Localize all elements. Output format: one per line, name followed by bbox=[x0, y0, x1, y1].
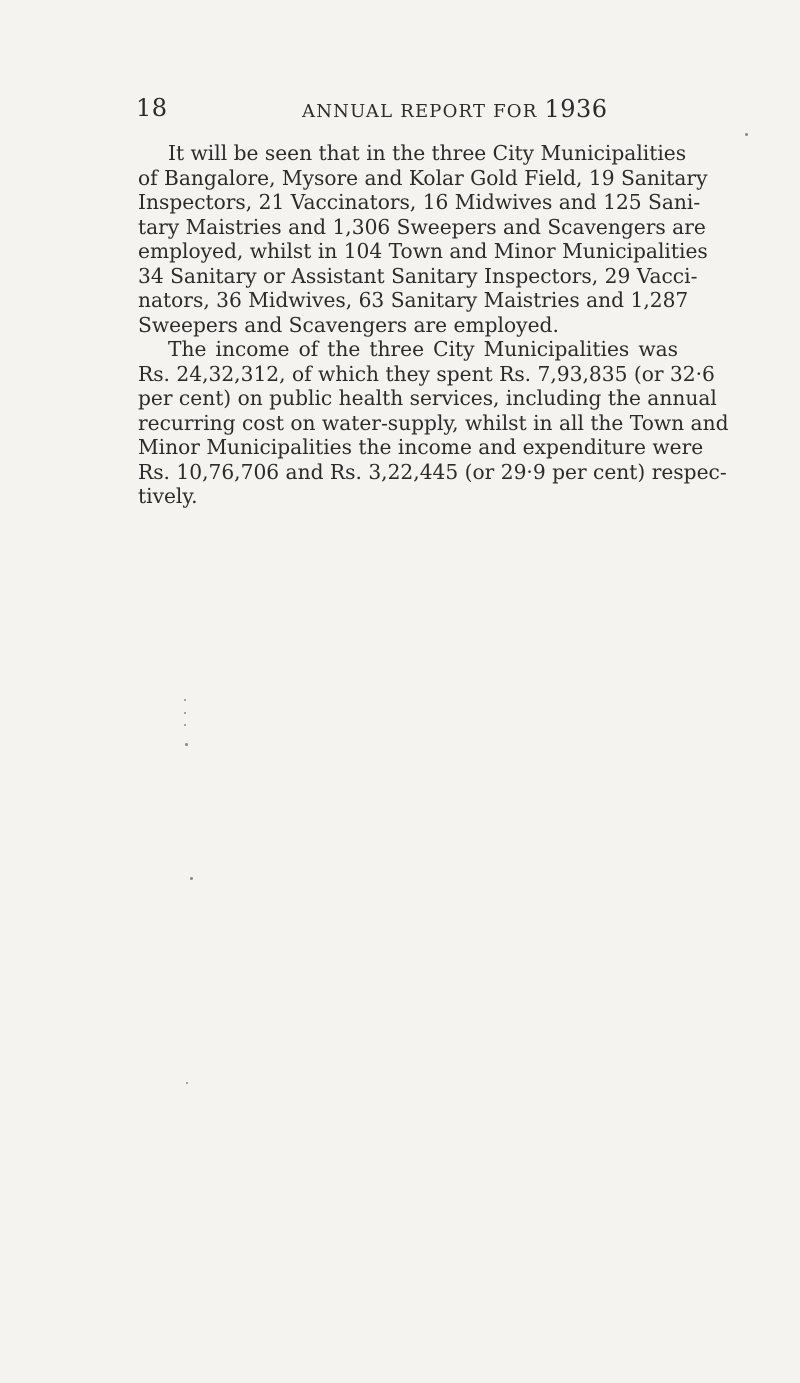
paragraph-line: Rs. 24,32,312, of which they spent Rs. 7,93,835 (or 32·6 bbox=[138, 361, 715, 386]
paragraph-1 bbox=[138, 141, 708, 337]
paragraph-line: Rs. 10,76,706 and Rs. 3,22,445 (or 29·9 per cent) respec- bbox=[138, 459, 727, 484]
paragraph-line: nators, 36 Midwives, 63 Sanitary Maistries and 1,287 bbox=[138, 288, 689, 312]
body-text bbox=[138, 141, 729, 509]
paper-speck bbox=[185, 743, 188, 746]
paper-speck bbox=[184, 699, 186, 701]
page-header bbox=[136, 93, 636, 127]
paragraph-line: It will be seen that in the three City Municipalities bbox=[168, 141, 687, 165]
paper-speck bbox=[186, 1082, 188, 1084]
paragraph-line: Inspectors, 21 Vaccinators, 16 Midwives and 125 Sani- bbox=[138, 190, 701, 214]
paper-speck bbox=[190, 877, 193, 880]
paper-speck bbox=[184, 724, 186, 726]
paragraph-line: tary Maistries and 1,306 Sweepers and Scavengers are bbox=[138, 214, 706, 239]
paragraph-line: tively. bbox=[138, 484, 198, 508]
page-number: 18 bbox=[136, 94, 168, 122]
paragraph-line: per cent) on public health services, including the annual bbox=[138, 386, 717, 410]
paragraph-line: recurring cost on water-supply, whilst in all the Town and bbox=[138, 410, 729, 435]
paragraph-line: The income of the three City Municipalities was bbox=[168, 337, 678, 361]
running-title-text: ANNUAL REPORT FOR bbox=[302, 101, 538, 122]
paragraph-2 bbox=[138, 337, 729, 509]
report-year: 1936 bbox=[544, 95, 608, 123]
running-title bbox=[302, 95, 608, 126]
paragraph-line: 34 Sanitary or Assistant Sanitary Inspectors, 29 Vacci- bbox=[138, 263, 698, 288]
paragraph-line: of Bangalore, Mysore and Kolar Gold Field, 19 Sanitary bbox=[138, 165, 708, 190]
paragraph-line: Minor Municipalities the income and expenditure were bbox=[138, 435, 704, 459]
paper-speck bbox=[184, 712, 186, 714]
paper-speck bbox=[745, 133, 748, 136]
paragraph-line: employed, whilst in 104 Town and Minor Municipalities bbox=[138, 239, 708, 263]
paragraph-line: Sweepers and Scavengers are employed. bbox=[138, 312, 559, 337]
